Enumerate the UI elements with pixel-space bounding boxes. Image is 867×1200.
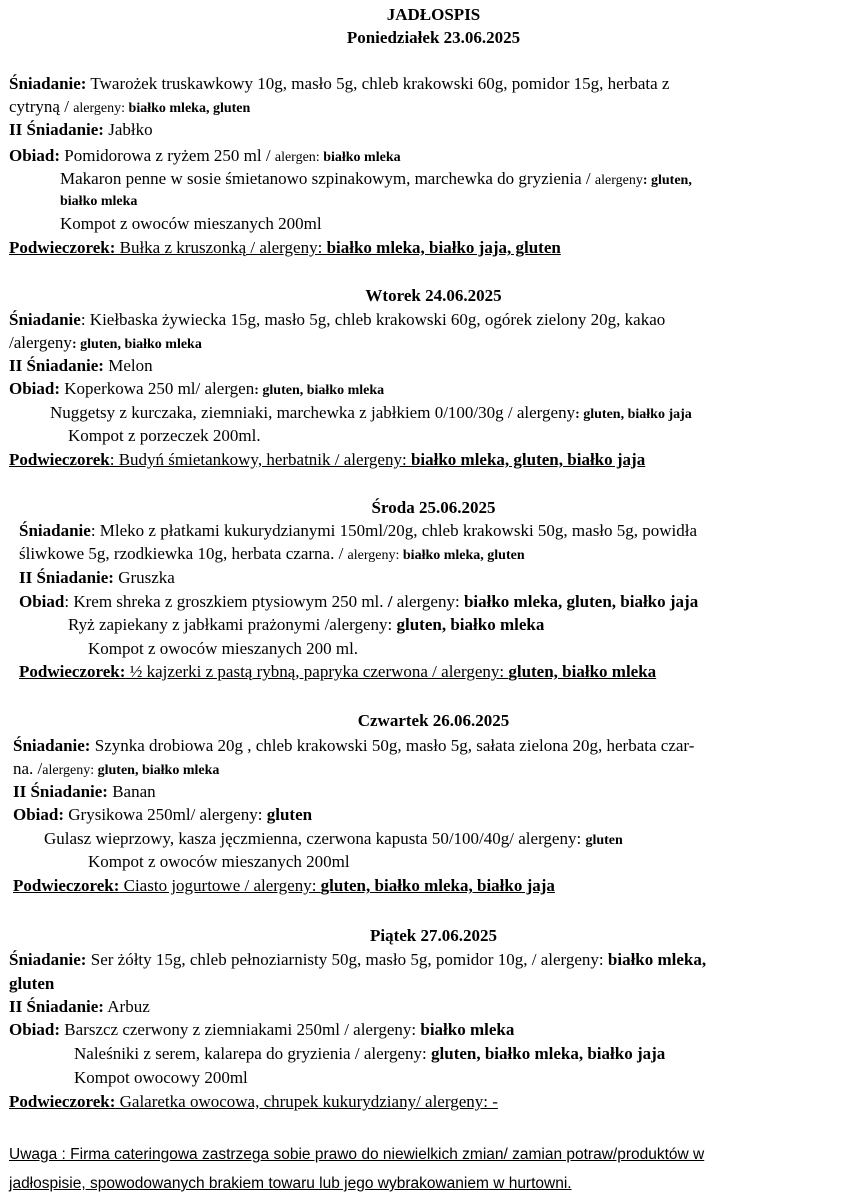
meal-label: II Śniadanie:: [9, 997, 104, 1016]
friday-snack: [9, 1091, 498, 1113]
meal-text: Szynka drobiowa 20g , chleb krakowski 50g, masło 5g, sałata zielona 20g, herbata czar-: [90, 736, 695, 755]
meal-label: Śniadanie: [9, 310, 81, 329]
wednesday-heading: Środa 25.06.2025: [371, 498, 496, 517]
meal-text: /alergeny: [9, 333, 72, 352]
allergen-label: alergeny:: [42, 763, 98, 778]
monday-breakfast: [9, 73, 669, 95]
allergen-list: gluten, białko mleka, białko jaja: [320, 876, 555, 895]
monday-lunch-main-allergens: białko mleka: [60, 194, 138, 209]
meal-text: Makaron penne w sosie śmietanowo szpinakowym, marchewka do gryzienia /: [60, 169, 595, 188]
thursday-second-breakfast: [13, 781, 156, 803]
meal-label: Podwieczorek:: [19, 662, 126, 681]
allergen-separator: /: [387, 592, 393, 611]
friday-lunch-drink: Kompot owocowy 200ml: [74, 1068, 248, 1087]
meal-text: Naleśniki z serem, kalarepa do gryzienia / alergeny:: [74, 1044, 432, 1063]
allergen-list: gluten: [266, 805, 313, 824]
wednesday-lunch-main: [68, 614, 544, 636]
allergen-list: gluten: [585, 833, 623, 848]
meal-text: Gulasz wieprzowy, kasza jęczmienna, czerwona kapusta 50/100/40g/ alergeny:: [44, 829, 586, 848]
meal-text: Grysikowa 250ml/ alergeny:: [64, 805, 267, 824]
meal-label: Obiad:: [13, 805, 65, 824]
allergen-list: : gluten, białko mleka: [71, 337, 202, 352]
monday-lunch-drink: Kompot z owoców mieszanych 200ml: [60, 214, 322, 233]
meal-label: Obiad:: [9, 146, 61, 165]
allergen-label: alergen:: [274, 150, 324, 165]
allergen-list: białko mleka, gluten, białko jaja: [410, 450, 646, 469]
meal-text: : Mleko z płatkami kukurydzianymi 150ml/20g, chleb krakowski 50g, masło 5g, powidła: [90, 521, 698, 540]
allergen-label: alergeny:: [73, 101, 129, 116]
thursday-heading: Czwartek 26.06.2025: [357, 711, 510, 730]
friday-second-breakfast: [9, 996, 150, 1018]
allergen-list: gluten, białko mleka, białko jaja: [431, 1044, 666, 1063]
monday-breakfast-cont: [9, 96, 250, 120]
meal-label: Obiad:: [9, 379, 61, 398]
meal-text: Bułka z kruszonką / alergeny:: [115, 238, 327, 257]
tuesday-lunch-main: [50, 402, 692, 426]
meal-text: Barszcz czerwony z ziemniakami 250ml / alergeny:: [60, 1020, 421, 1039]
meal-text: Twarożek truskawkowy 10g, masło 5g, chleb krakowski 60g, pomidor 15g, herbata z: [86, 74, 670, 93]
meal-label: II Śniadanie:: [9, 356, 104, 375]
meal-label: Podwieczorek:: [9, 1092, 116, 1111]
wednesday-lunch-soup: [19, 591, 698, 613]
allergen-list: : gluten,: [642, 173, 692, 188]
meal-label: Podwieczorek:: [9, 238, 116, 257]
allergen-list: białko mleka, gluten, białko jaja: [463, 592, 699, 611]
friday-heading: Piątek 27.06.2025: [369, 926, 498, 945]
wednesday-snack: [19, 661, 656, 683]
tuesday-breakfast: [9, 309, 665, 331]
meal-label: II Śniadanie:: [19, 568, 114, 587]
wednesday-breakfast-cont: [19, 543, 525, 567]
allergen-list: : gluten, białko jaja: [575, 407, 692, 422]
tuesday-heading: Wtorek 24.06.2025: [365, 286, 502, 305]
meal-label: Śniadanie:: [13, 736, 91, 755]
meal-text: Ryż zapiekany z jabłkami prażonymi /alergeny:: [68, 615, 397, 634]
meal-text: Gruszka: [113, 568, 175, 587]
meal-text: : Kiełbaska żywiecka 15g, masło 5g, chleb krakowski 60g, ogórek zielony 20g, kakao: [80, 310, 666, 329]
meal-text: Ciasto jogurtowe / alergeny:: [119, 876, 321, 895]
meal-label: II Śniadanie:: [13, 782, 108, 801]
meal-text: : Budyń śmietankowy, herbatnik / alergeny:: [109, 450, 411, 469]
monday-second-breakfast: [9, 119, 153, 141]
allergen-list: gluten, białko mleka: [508, 662, 657, 681]
meal-text: Koperkowa 250 ml/ alergen: [60, 379, 255, 398]
allergen-list: : gluten, białko mleka: [254, 383, 385, 398]
thursday-lunch-soup: [13, 804, 312, 826]
friday-breakfast-allergens: gluten: [9, 974, 55, 993]
wednesday-lunch-drink: Kompot z owoców mieszanych 200 ml.: [88, 639, 359, 658]
meal-text: : Krem shreka z groszkiem ptysiowym 250 ml.: [64, 592, 388, 611]
tuesday-snack: [9, 449, 645, 471]
meal-label: Podwieczorek: [9, 450, 110, 469]
meal-text: Pomidorowa z ryżem 250 ml /: [60, 146, 275, 165]
tuesday-lunch-drink: Kompot z porzeczek 200ml.: [68, 426, 261, 445]
allergen-list: białko mleka,: [607, 950, 707, 969]
allergen-label: alergeny:: [347, 548, 403, 563]
friday-breakfast: [9, 949, 706, 971]
allergen-list: białko mleka: [420, 1020, 515, 1039]
catering-note-line1: Uwaga : Firma cateringowa zastrzega sobie prawo do niewielkich zmian/ zamian potraw/produktów w: [9, 1146, 705, 1163]
friday-lunch-soup: [9, 1019, 514, 1041]
allergen-list: gluten, białko mleka: [396, 615, 545, 634]
thursday-lunch-drink: Kompot z owoców mieszanych 200ml: [88, 852, 350, 871]
meal-text: Ser żółty 15g, chleb pełnoziarnisty 50g, masło 5g, pomidor 10g, / alergeny:: [86, 950, 608, 969]
thursday-breakfast-cont: [13, 758, 219, 782]
monday-lunch-soup: [9, 145, 401, 169]
meal-text: Melon: [103, 356, 153, 375]
meal-label: Śniadanie:: [9, 74, 87, 93]
allergen-label: alergeny: [594, 173, 643, 188]
thursday-snack: [13, 875, 555, 897]
meal-text: cytryną /: [9, 97, 74, 116]
menu-title: JADŁOSPIS: [386, 5, 481, 24]
meal-label: Podwieczorek:: [13, 876, 120, 895]
friday-lunch-main: [74, 1043, 665, 1065]
meal-text: na. /: [13, 759, 43, 778]
meal-text: ½ kajzerki z pastą rybną, papryka czerwona / alergeny:: [125, 662, 509, 681]
tuesday-lunch-soup: [9, 378, 384, 402]
meal-text: Arbuz: [103, 997, 150, 1016]
wednesday-breakfast: [19, 520, 697, 542]
allergen-list: białko mleka, gluten: [128, 101, 251, 116]
allergen-list: białko mleka: [323, 150, 401, 165]
monday-heading: Poniedziałek 23.06.2025: [346, 28, 521, 47]
monday-lunch-main: [60, 168, 692, 192]
thursday-lunch-main: [44, 828, 623, 852]
tuesday-second-breakfast: [9, 355, 153, 377]
meal-label: Śniadanie:: [9, 950, 87, 969]
wednesday-second-breakfast: [19, 567, 175, 589]
meal-text: alergeny:: [392, 592, 464, 611]
meal-text: śliwkowe 5g, rzodkiewka 10g, herbata czarna. /: [19, 544, 348, 563]
meal-text: Nuggetsy z kurczaka, ziemniaki, marchewka z jabłkiem 0/100/30g / alergeny: [50, 403, 576, 422]
meal-label: II Śniadanie:: [9, 120, 104, 139]
thursday-breakfast: [13, 735, 694, 757]
catering-note-line2: jadłospisie, spowodowanych brakiem towaru lub jego wybrakowaniem w hurtowni.: [9, 1175, 572, 1192]
meal-text: Galaretka owocowa, chrupek kukurydziany/ alergeny: -: [115, 1092, 498, 1111]
allergen-list: białko mleka, białko jaja, gluten: [326, 238, 561, 257]
tuesday-breakfast-cont: [9, 332, 202, 356]
monday-snack: [9, 237, 561, 259]
meal-label: Obiad: [19, 592, 65, 611]
meal-text: Banan: [107, 782, 156, 801]
meal-text: Jabłko: [103, 120, 153, 139]
allergen-list: gluten, białko mleka: [97, 763, 220, 778]
meal-label: Obiad:: [9, 1020, 61, 1039]
meal-label: Śniadanie: [19, 521, 91, 540]
allergen-list: białko mleka, gluten: [402, 548, 525, 563]
